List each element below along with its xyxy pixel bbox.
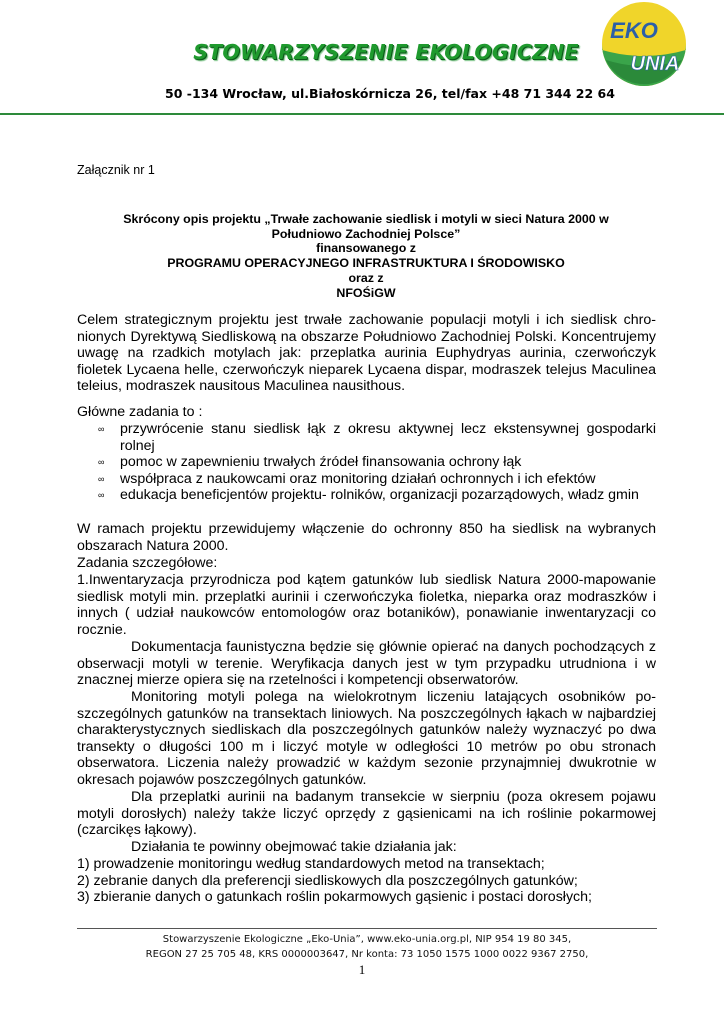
tasks-list	[98, 421, 656, 504]
list-item: 1) prowadzenie monitoringu według standardowych metod na transektach;	[77, 856, 545, 872]
title-line-3: finansowanego z	[316, 241, 416, 256]
page-number: 1	[358, 962, 366, 977]
list-item: 2) zebranie danych dla preferencji siedliskowych dla poszczególnych gatunków;	[77, 872, 578, 889]
task-text: edukacja beneficjentów projektu- rolników, organizacji pozarządowych, władz gmin	[120, 487, 639, 504]
title-line-2: Południowo Zachodniej Polsce”	[271, 226, 461, 241]
logo-text-eko: EKO	[610, 18, 658, 43]
title-line-1: Skrócony opis projektu „Trwałe zachowanie siedlisk i motyli w sieci Natura 2000 w	[123, 212, 609, 226]
eko-unia-logo	[592, 0, 694, 90]
footer-line-1: Stowarzyszenie Ekologiczne „Eko-Unia”, www.eko-unia.org.pl, NIP 954 19 80 345,	[162, 934, 572, 945]
footer-divider	[77, 928, 657, 929]
infinity-bullet-icon: ∞	[98, 457, 105, 468]
task-text: pomoc w zapewnieniu trwałych źródeł finansowania ochrony łąk	[120, 454, 522, 471]
actions-list	[77, 856, 656, 906]
list-item	[98, 421, 656, 454]
organization-name: STOWARZYSZENIE EKOLOGICZNE	[193, 40, 579, 64]
inventory-paragraph: 1.Inwentaryzacja przyrodnicza pod kątem gatunków lub siedlisk Natura 2000-mapowanie siedlisk motyli min. przeplatki aurinii i czerwończyka fioletka, nieparka oraz modraszków i innych ( udział naukowców entomologów oraz botaników), ponawianie inwentaryzacji co rocznie.	[77, 572, 656, 638]
monitoring-paragraph: Monitoring motyli polega na wielokrotnym liczeniu latających osobników poszczególnych gatunków na transektach liniowych. Na poszczególnych łąkach w najbardziej charakterystycznych siedliskach dla poszczególnych gatunków należy wyznaczyć po dwa transekty o długości 100 m i liczyć motyle w odległości 10 metrów po obu stronach obserwatora. Liczenia należy prowadzić w każdym sezonie przynajmniej dwukrotnie w okresach pojawów poszczególnych gatunków.	[77, 689, 656, 788]
list-item	[98, 454, 656, 471]
intro-paragraph: Celem strategicznym projektu jest trwałe zachowanie populacji motyli i ich siedlisk chronionych Dyrektywą Siedliskową na obszarze Południowo Zachodniej Polski. Koncentrujemy uwagę na rzadkich motylach jak: przeplatka aurinia Euphydryas aurinia, czerwończyk fioletek Lycaena helle, czerwończyk nieparek Lycaena dispar, modraszek telejus Maculinea teleius, modraszek nausitous Maculinea nausithous.	[77, 312, 656, 395]
logo-text-unia: UNIA	[630, 53, 680, 75]
infinity-bullet-icon: ∞	[98, 490, 105, 501]
footer-line-2: REGON 27 25 705 48, KRS 0000003647, Nr konta: 73 1050 1575 1000 0022 9367 2750,	[145, 949, 589, 960]
letterhead	[0, 0, 724, 118]
list-item	[98, 471, 656, 488]
task-text: współpraca z naukowcami oraz monitoring działań ochronnych i ich efektów	[120, 470, 596, 487]
document-title	[90, 212, 642, 300]
list-item	[98, 487, 656, 504]
title-line-4: PROGRAMU OPERACYJNEGO INFRASTRUKTURA I ŚRODOWISKO	[167, 256, 565, 271]
task-text: przywrócenie stanu siedlisk łąk z okresu aktywnej lecz ekstensywnej gospodarki rolnej	[120, 421, 656, 454]
infinity-bullet-icon: ∞	[98, 473, 105, 484]
scope-paragraph: W ramach projektu przewidujemy włączenie do ochronny 850 ha siedlisk na wybranych obszarach Natura 2000.	[77, 521, 656, 554]
actions-intro: Działania te powinny obejmować takie działania jak:	[131, 839, 457, 855]
organization-address: 50 -134 Wrocław, ul.Białoskórnicza 26, tel/fax +48 71 344 22 64	[165, 86, 615, 101]
footer	[77, 932, 657, 962]
tasks-heading: Główne zadania to :	[77, 404, 203, 420]
documentation-paragraph: Dokumentacja faunistyczna będzie się głównie opierać na danych pochodzących z obserwacji motyli w terenie. Weryfikacja danych jest w tym przypadku utrudniona i w znacznej mierze opiera się na rzetelności i kompetencji obserwatorów.	[77, 639, 656, 689]
annex-label: Załącznik nr 1	[77, 163, 155, 177]
aurinia-paragraph: Dla przeplatki aurinii na badanym transekcie w sierpniu (poza okresem pojawu motyli dorosłych) należy także liczyć oprzędy z gąsienicami na ich roślinie pokarmowej (czarcikęs łąkowy).	[77, 789, 656, 839]
title-line-5: oraz z	[348, 270, 384, 285]
list-item: 3) zbieranie danych o gatunkach roślin pokarmowych gąsienic i postaci dorosłych;	[77, 889, 592, 906]
detailed-tasks-heading: Zadania szczegółowe:	[77, 555, 218, 571]
header-divider	[0, 113, 724, 115]
title-line-6: NFOŚiGW	[336, 285, 396, 300]
infinity-bullet-icon: ∞	[98, 424, 105, 434]
